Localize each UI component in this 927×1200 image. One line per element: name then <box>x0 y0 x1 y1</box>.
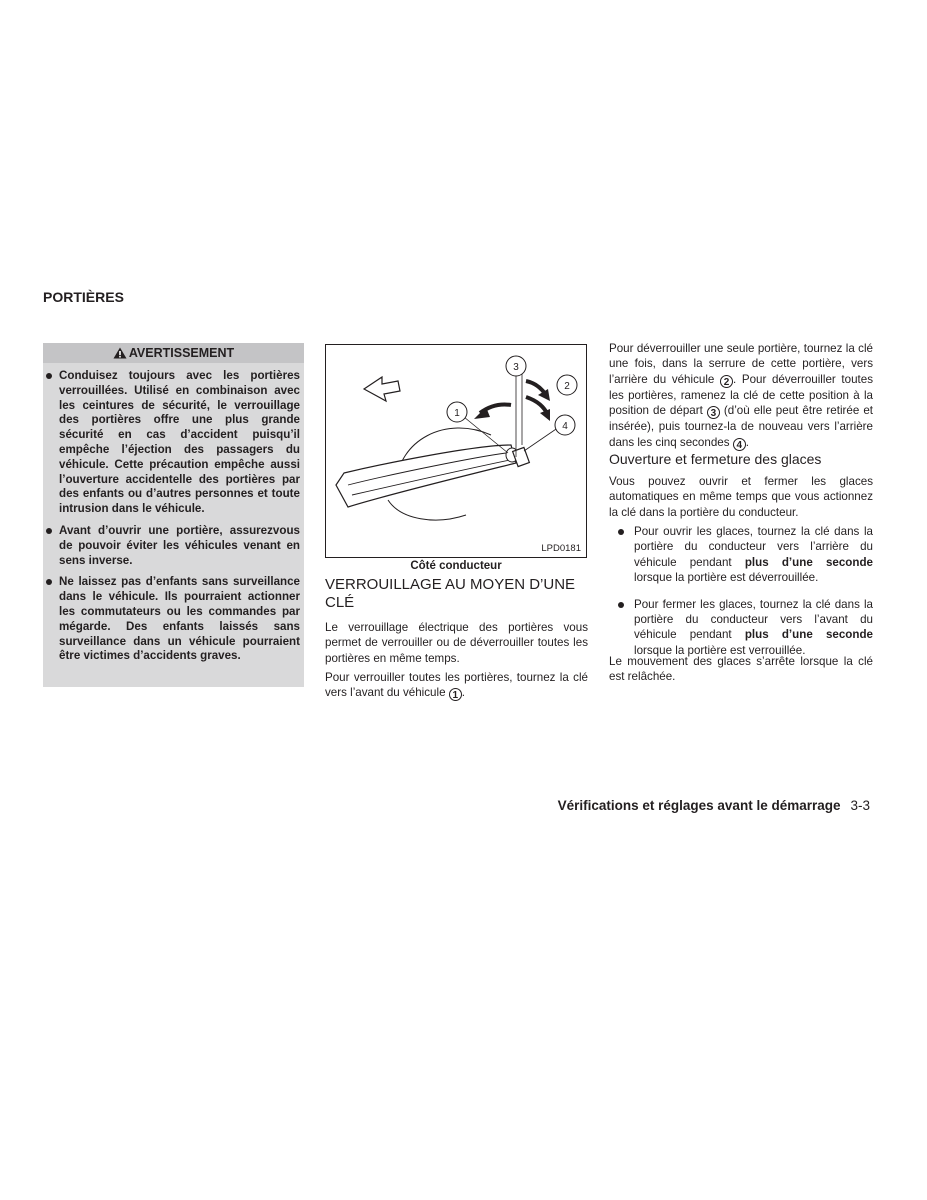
warning-triangle-icon <box>113 347 127 359</box>
windows-outro: Le mouvement des glaces s’arrête lorsque la clé est relâchée. <box>609 655 873 684</box>
warning-item: Ne laissez pas d’enfants sans surveillance dans le véhicule. Ils pourraient actionner les commutateurs ou les commandes par mégarde. Des enfants laissés sans surveillance dans un véhicule pourraient être victimes d’accidents graves. <box>59 575 300 664</box>
callout-4: 4 <box>562 421 568 432</box>
windows-heading: Ouverture et fermeture des glaces <box>609 451 822 467</box>
callout-2: 2 <box>564 381 570 392</box>
section-title: PORTIÈRES <box>43 289 124 305</box>
windows-list <box>618 524 873 669</box>
bullet-icon <box>46 528 52 534</box>
warning-item: Avant d’ouvrir une portière, assurezvous de pouvoir éviter les véhicules venant en sens inverse. <box>59 524 300 568</box>
key-lock-heading: VERROUILLAGE AU MOYEN D’UNE CLÉ <box>325 576 576 611</box>
page-number: 3-3 <box>850 798 870 813</box>
warning-item: Conduisez toujours avec les portières verrouillées. Utilisé en combinaison avec les ceintures de sécurité, le verrouillage des portières offre une plus grande sécurité en cas d’accident puisqu’il empêche l’éjection des passagers du véhicule. Cette précaution empêche aussi l’ouverture accidentelle des portières par des enfants ou d’autres personnes et toute intrusion dans le véhicule. <box>59 369 300 517</box>
callout-3: 3 <box>513 362 519 373</box>
unlock-paragraph: Pour déverrouiller une seule portière, tournez la clé une fois, dans la serrure de cette portière, vers l’arrière du véhicule 2 . Pour déverrouiller toutes les portières, ramenez la clé de cette position à la position de départ 3 (d’où elle peut être retirée et insérée), puis tournez-la de nouveau vers l’arrière dans les cinq secondes 4 . <box>609 342 873 451</box>
key-lock-paragraph-1: Le verrouillage électrique des portières vous permet de verrouiller ou de déverrouiller toutes les portières en même temps. <box>325 621 588 665</box>
page-footer <box>558 798 870 813</box>
callout-1: 1 <box>454 408 460 419</box>
callout-ref-4: 4 <box>733 438 746 451</box>
warning-list <box>43 363 304 664</box>
callout-ref-1: 1 <box>449 688 462 701</box>
warning-box <box>43 343 304 687</box>
bullet-icon <box>618 602 624 608</box>
door-handle-illustration <box>326 345 586 557</box>
bullet-icon <box>618 529 624 535</box>
windows-intro: Vous pouvez ouvrir et fermer les glaces automatiques en même temps que vous actionnez la clé dans la portière du conducteur. <box>609 475 873 519</box>
callout-ref-2: 2 <box>720 375 733 388</box>
windows-item: Pour ouvrir les glaces, tournez la clé dans la portière du conducteur vers l’arrière du véhicule pendant plus d’une seconde lorsque la portière est déverrouillée. <box>618 524 873 586</box>
figure-code: LPD0181 <box>541 543 581 554</box>
bullet-icon <box>46 579 52 585</box>
footer-title: Vérifications et réglages avant le démarrage <box>557 798 841 813</box>
front-arrow-icon <box>364 377 400 401</box>
warning-title: AVERTISSEMENT <box>128 346 235 360</box>
windows-item: Pour fermer les glaces, tournez la clé dans la portière du conducteur vers l’avant du véhicule pendant plus d’une seconde lorsque la portière est verrouillée. <box>618 597 873 659</box>
door-lock-figure <box>325 344 587 558</box>
figure-caption: Côté conducteur <box>410 560 502 572</box>
bullet-icon <box>46 373 52 379</box>
warning-header <box>43 343 304 363</box>
callout-ref-3: 3 <box>707 406 720 419</box>
key-lock-paragraph-2: Pour verrouiller toutes les portières, tournez la clé vers l’avant du véhicule 1 . <box>325 671 588 702</box>
